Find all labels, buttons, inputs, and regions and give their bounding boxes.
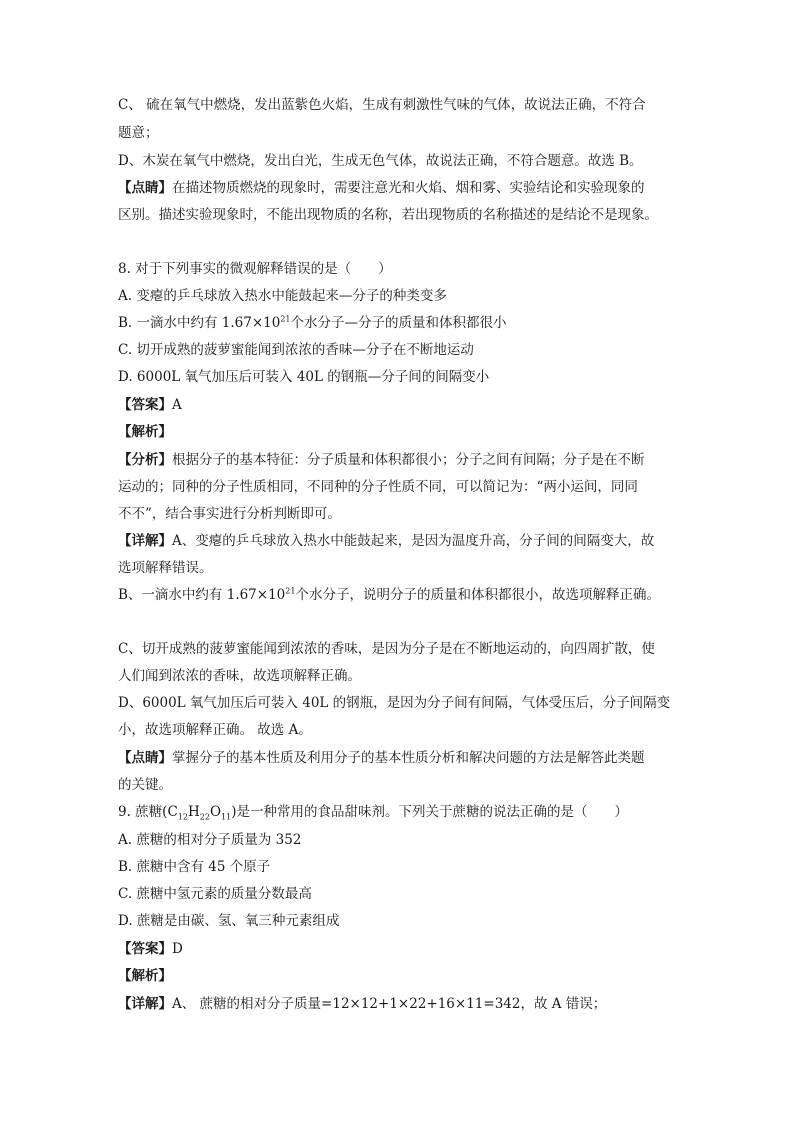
question-9-title xyxy=(118,803,678,821)
option-d: D. 6000L 氧气加压后可装入 40L 的钢瓶—分子间的间隔变小 xyxy=(118,369,490,385)
text-line: 题意； xyxy=(118,125,159,141)
option-b: B. 蔗糖中含有 45 个原子 xyxy=(118,859,271,875)
text-line: 人们闻到浓浓的香味，故选项解释正确。 xyxy=(118,668,361,684)
answer-line xyxy=(118,940,678,958)
text-line: 小，故选项解释正确。 故选 A。 xyxy=(118,722,312,738)
tag-xiangjie: 【详解】 xyxy=(118,996,172,1012)
comment-paragraph xyxy=(118,179,678,197)
tag-jiexi: 【解析】 xyxy=(118,968,172,984)
answer-value: D xyxy=(172,941,183,957)
tag-daan: 【答案】 xyxy=(118,397,172,413)
text-line: 区别。描述实验现象时，不能出现物质的名称，若出现物质的名称描述的是结论不是现象。 xyxy=(118,207,658,223)
text-run: A、变瘪的乒乓球放入热水中能鼓起来，是因为温度升高，分子间的间隔变大，故 xyxy=(172,533,655,549)
text-run: H xyxy=(187,804,200,820)
subscript: 12 xyxy=(177,812,188,822)
comment-paragraph xyxy=(118,749,678,767)
option-c: C. 切开成熟的菠萝蜜能闻到浓浓的香味—分子在不断地运动 xyxy=(118,342,474,358)
detail-paragraph xyxy=(118,995,678,1013)
detail-paragraph xyxy=(118,532,678,550)
text-line: 的关键。 xyxy=(118,777,172,793)
text-run: A、 蔗糖的相对分子质量=12×12+1×22+16×11=342，故 A 错误； xyxy=(172,996,607,1012)
text-run: 根据分子的基本特征：分子质量和体积都很小；分子之间有间隔；分子是在不断 xyxy=(172,452,645,468)
analysis-heading xyxy=(118,423,678,441)
text-run: 9. 蔗糖(C xyxy=(118,804,178,820)
text-line: 选项解释错误。 xyxy=(118,560,213,576)
tag-xiangjie: 【详解】 xyxy=(118,533,172,549)
tag-daan: 【答案】 xyxy=(118,941,172,957)
text-run: 个水分子，说明分子的质量和体积都很小，故选项解释正确。 xyxy=(295,587,660,603)
question-8-title: 8. 对于下列事实的微观解释错误的是（ ） xyxy=(118,261,392,277)
text-line xyxy=(118,586,678,604)
option-d: D. 蔗糖是由碳、氢、氧三种元素组成 xyxy=(118,913,340,929)
text-run: O xyxy=(209,804,222,820)
tag-fenxi: 【分析】 xyxy=(118,452,172,468)
formula: B、一滴水中约有 1.67×10 xyxy=(118,587,286,603)
text-line: D、6000L 氧气加压后可装入 40L 的钢瓶，是因为分子间有间隔，气体受压后，分子间隔变 xyxy=(118,695,671,711)
option-a: A. 变瘪的乒乓球放入热水中能鼓起来—分子的种类变多 xyxy=(118,288,447,304)
option-b xyxy=(118,314,678,332)
text-line: C、切开成熟的菠萝蜜能闻到浓浓的香味，是因为分子是在不断地运动的，向四周扩散，使 xyxy=(118,641,655,657)
text-run: )是一种常用的食品甜味剂。下列关于蔗糖的说法正确的是（ ） xyxy=(231,804,628,820)
answer-value: A xyxy=(172,397,182,413)
text-line: 运动的；同种的分子性质相同，不同种的分子性质不同，可以简记为：“两小运间，同同 xyxy=(118,479,638,495)
option-a: A. 蔗糖的相对分子质量为 352 xyxy=(118,832,302,848)
subscript: 22 xyxy=(199,812,210,822)
text-run: 在描述物质燃烧的现象时，需要注意光和火焰、烟和雾、实验结论和实验现象的 xyxy=(172,180,645,196)
answer-line xyxy=(118,396,678,414)
text-line: C、 硫在氧气中燃烧，发出蓝紫色火焰，生成有刺激性气味的气体，故说法正确，不符合 xyxy=(118,97,646,113)
text-run: 掌握分子的基本性质及利用分子的基本性质分析和解决问题的方法是解答此类题 xyxy=(172,750,645,766)
text-line: D、木炭在氧气中燃烧，发出白光，生成无色气体，故说法正确，不符合题意。故选 B。 xyxy=(118,153,643,169)
analysis-paragraph xyxy=(118,451,678,469)
tag-jiexi: 【解析】 xyxy=(118,424,172,440)
tag-dianjing: 【点睛】 xyxy=(118,750,172,766)
subscript: 11 xyxy=(221,812,232,822)
exponent: 21 xyxy=(280,314,291,324)
analysis-heading xyxy=(118,967,678,985)
tag-dianjing: 【点睛】 xyxy=(118,180,172,196)
exponent: 21 xyxy=(285,586,296,596)
formula: B. 一滴水中约有 1.67×10 xyxy=(118,315,281,331)
text-run: 个水分子—分子的质量和体积都很小 xyxy=(290,315,507,331)
text-line: 不不”，结合事实进行分析判断即可。 xyxy=(118,506,341,522)
option-c: C. 蔗糖中氢元素的质量分数最高 xyxy=(118,886,312,902)
